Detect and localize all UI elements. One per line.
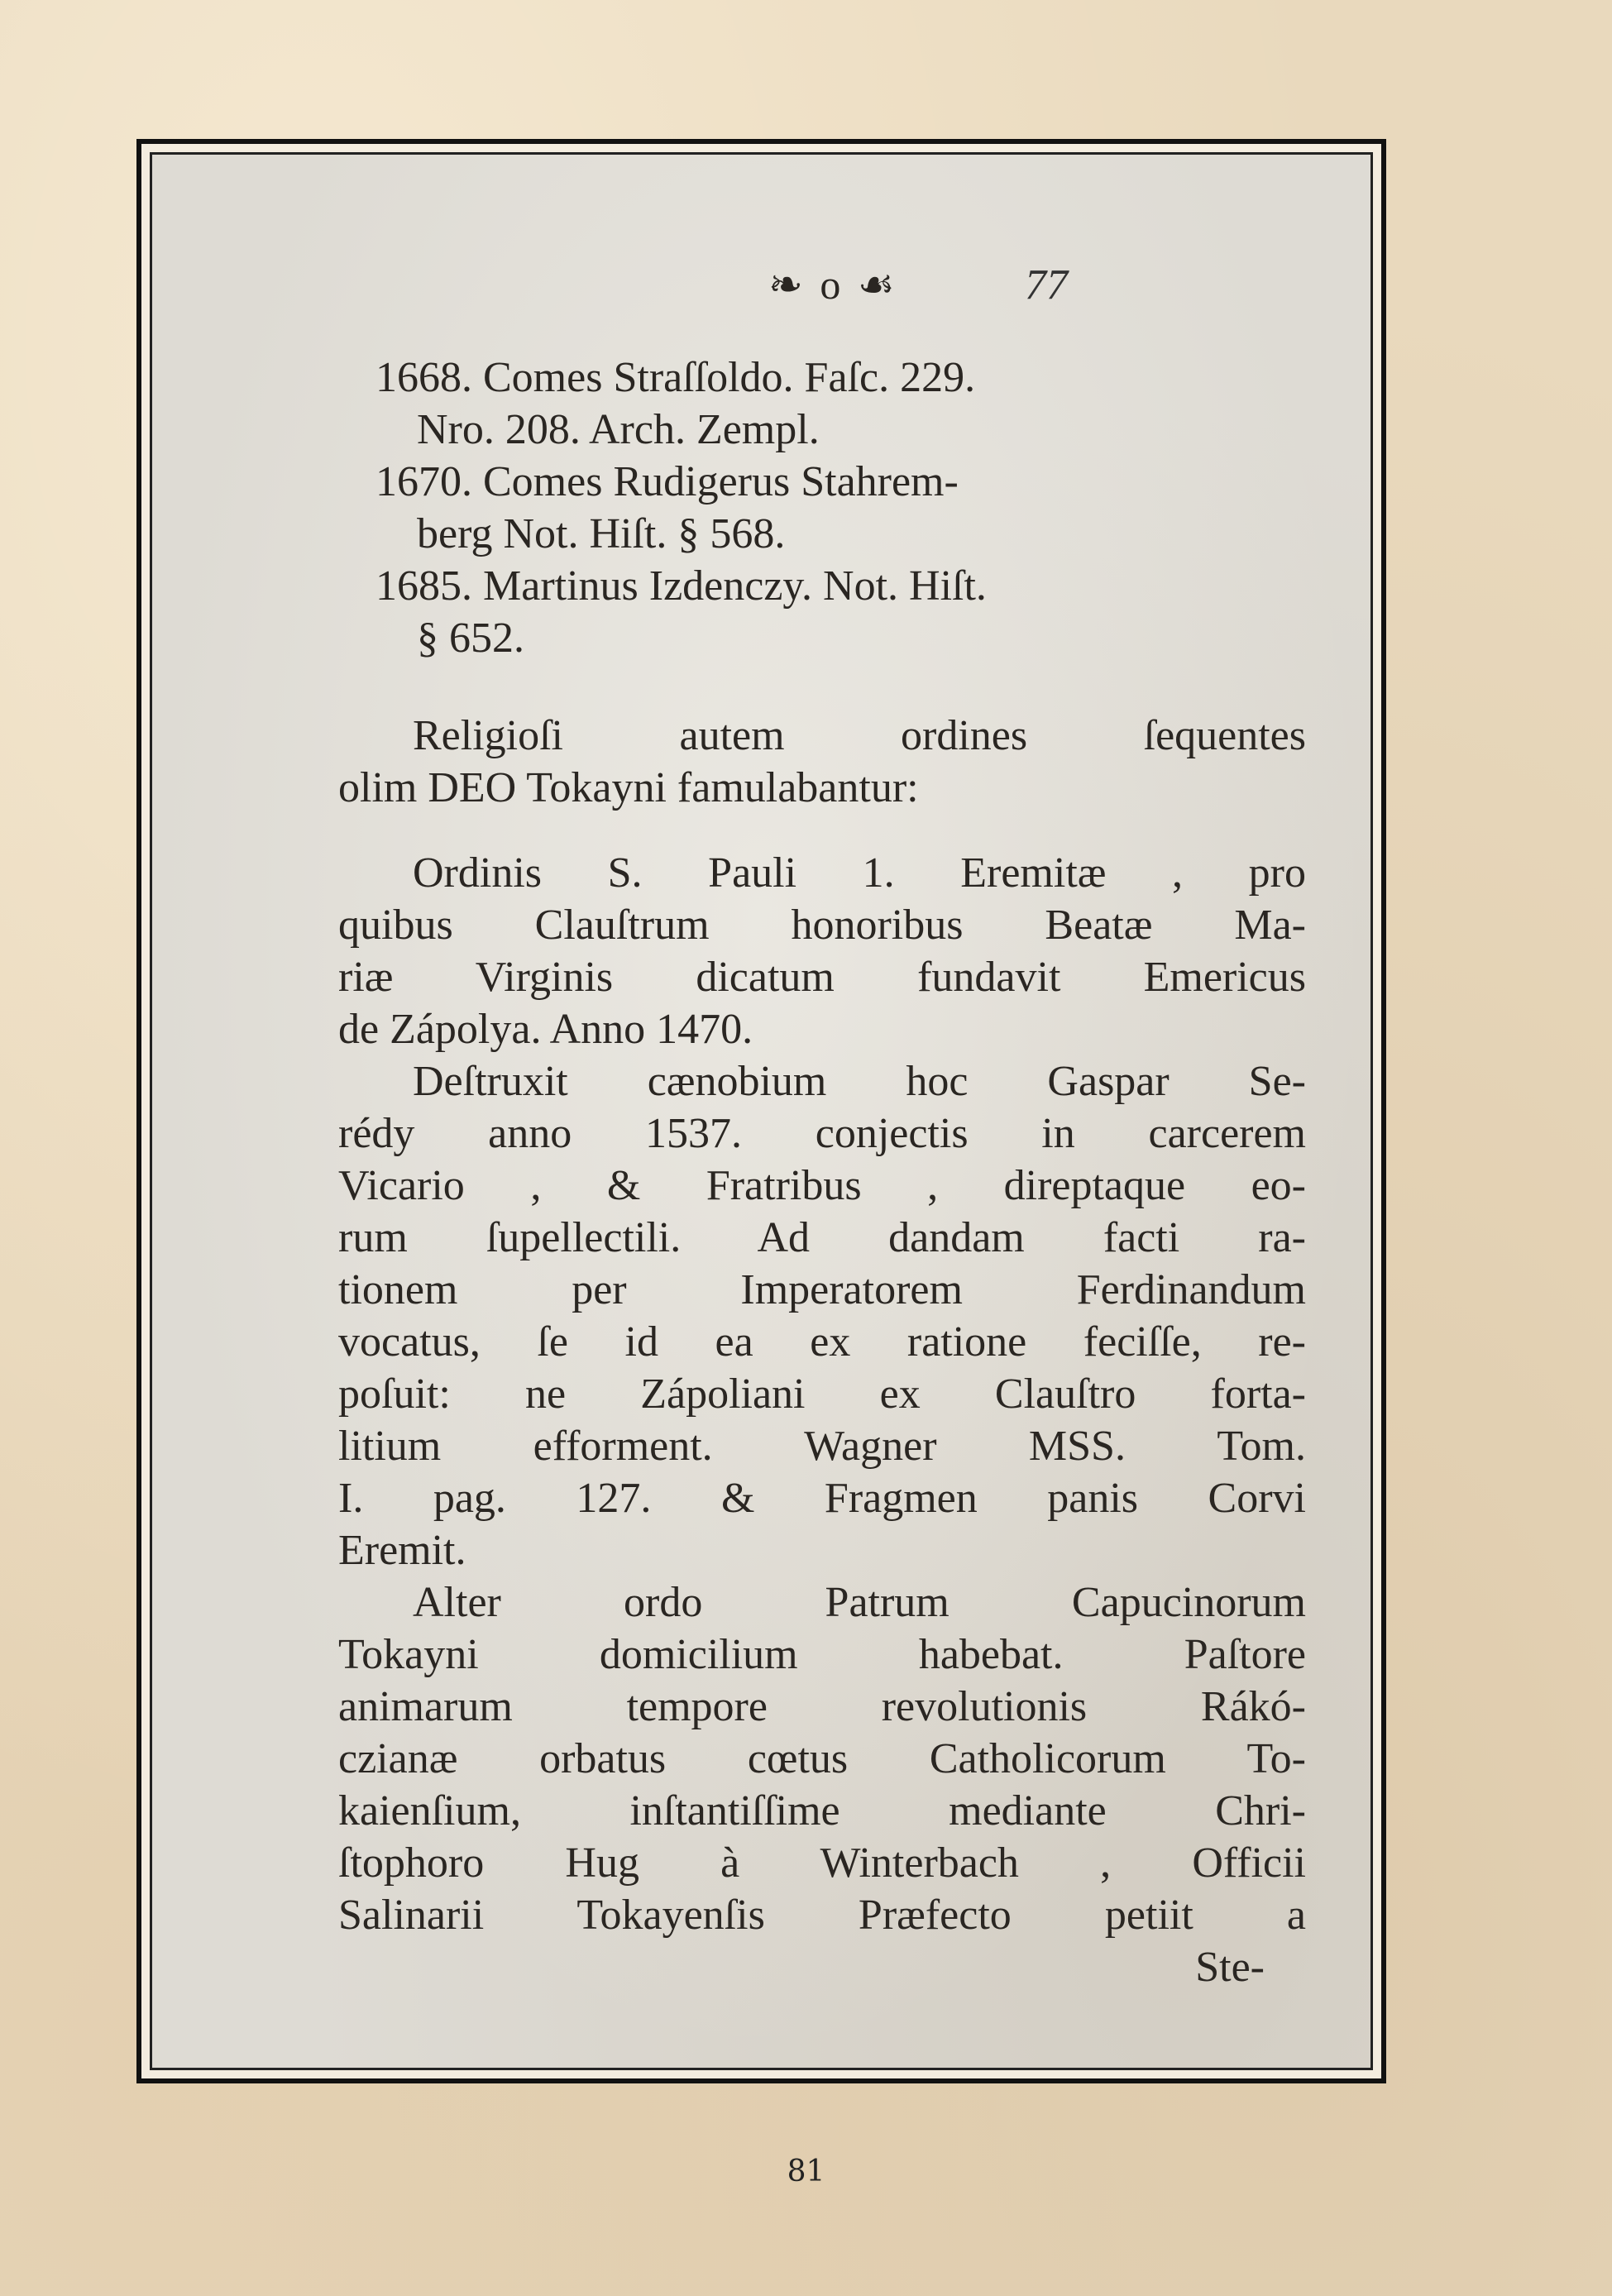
list-line: § 652.	[417, 615, 524, 662]
text-line: litium efforment. Wagner MSS. Tom.	[338, 1423, 1306, 1470]
list-line: 1685. Martinus Izdenczy. Not. Hiſt.	[375, 562, 987, 610]
running-head	[338, 261, 1306, 352]
folio-number: 77	[1025, 261, 1068, 309]
page-frame	[136, 139, 1386, 2083]
text-line: czianæ orbatus cœtus Catholicorum To-	[338, 1735, 1306, 1782]
text-line: olim DEO Tokayni famulabantur:	[338, 764, 919, 811]
catchword: Ste-	[1195, 1944, 1265, 1991]
text-block	[338, 261, 1306, 1993]
text-line: poſuit: ne Zápoliani ex Clauſtro forta-	[338, 1370, 1306, 1418]
text-line: quibus Clauſtrum honoribus Beatæ Ma-	[338, 902, 1306, 949]
text-line: rédy anno 1537. conjectis in carcerem	[338, 1110, 1306, 1157]
list-line: 1670. Comes Rudigerus Stahrem-	[375, 458, 959, 505]
scanned-leaf	[150, 152, 1373, 2070]
text-line: vocatus, ſe id ea ex ratione feciſſe, re-	[338, 1318, 1306, 1366]
text-line: kaienſium, inſtantiſſime mediante Chri-	[338, 1787, 1306, 1834]
text-line: Vicario , & Fratribus , direptaque eo-	[338, 1162, 1306, 1209]
text-line: Salinarii Tokayenſis Præfecto petiit a	[338, 1892, 1306, 1939]
text-line: animarum tempore revolutionis Rákó-	[338, 1683, 1306, 1730]
list-item	[338, 352, 1306, 456]
text-line: Alter ordo Patrum Capucinorum	[413, 1579, 1306, 1626]
text-line: Religioſi autem ordines ſequentes	[413, 712, 1306, 759]
page-number: 81	[787, 2155, 825, 2188]
paragraph	[338, 1576, 1306, 1941]
text-line: Deſtruxit cænobium hoc Gaspar Se-	[413, 1058, 1306, 1105]
list-item	[338, 456, 1306, 560]
list-line: Nro. 208. Arch. Zempl.	[417, 406, 820, 453]
list-item	[338, 560, 1306, 664]
text-line: ſtophoro Hug à Winterbach , Officii	[338, 1839, 1306, 1887]
text-line: Tokayni domicilium habebat. Paſtore	[338, 1631, 1306, 1678]
paragraph	[338, 847, 1306, 1055]
text-line: de Zápolya. Anno 1470.	[338, 1006, 753, 1053]
text-line: tionem per Imperatorem Ferdinandum	[338, 1266, 1306, 1313]
text-line: Ordinis S. Pauli 1. Eremitæ , pro	[413, 849, 1306, 897]
list-line: 1668. Comes Straſſoldo. Faſc. 229.	[375, 354, 976, 401]
text-line: rum ſupellectili. Ad dandam facti ra-	[338, 1214, 1306, 1261]
paragraph	[338, 710, 1306, 814]
ornament: ❧ o ☙	[768, 261, 898, 308]
text-line: Eremit.	[338, 1527, 466, 1574]
text-line: I. pag. 127. & Fragmen panis Corvi	[338, 1475, 1306, 1522]
text-line: riæ Virginis dicatum fundavit Emericus	[338, 954, 1306, 1001]
paragraph	[338, 1055, 1306, 1576]
list-line: berg Not. Hiſt. § 568.	[417, 510, 786, 557]
